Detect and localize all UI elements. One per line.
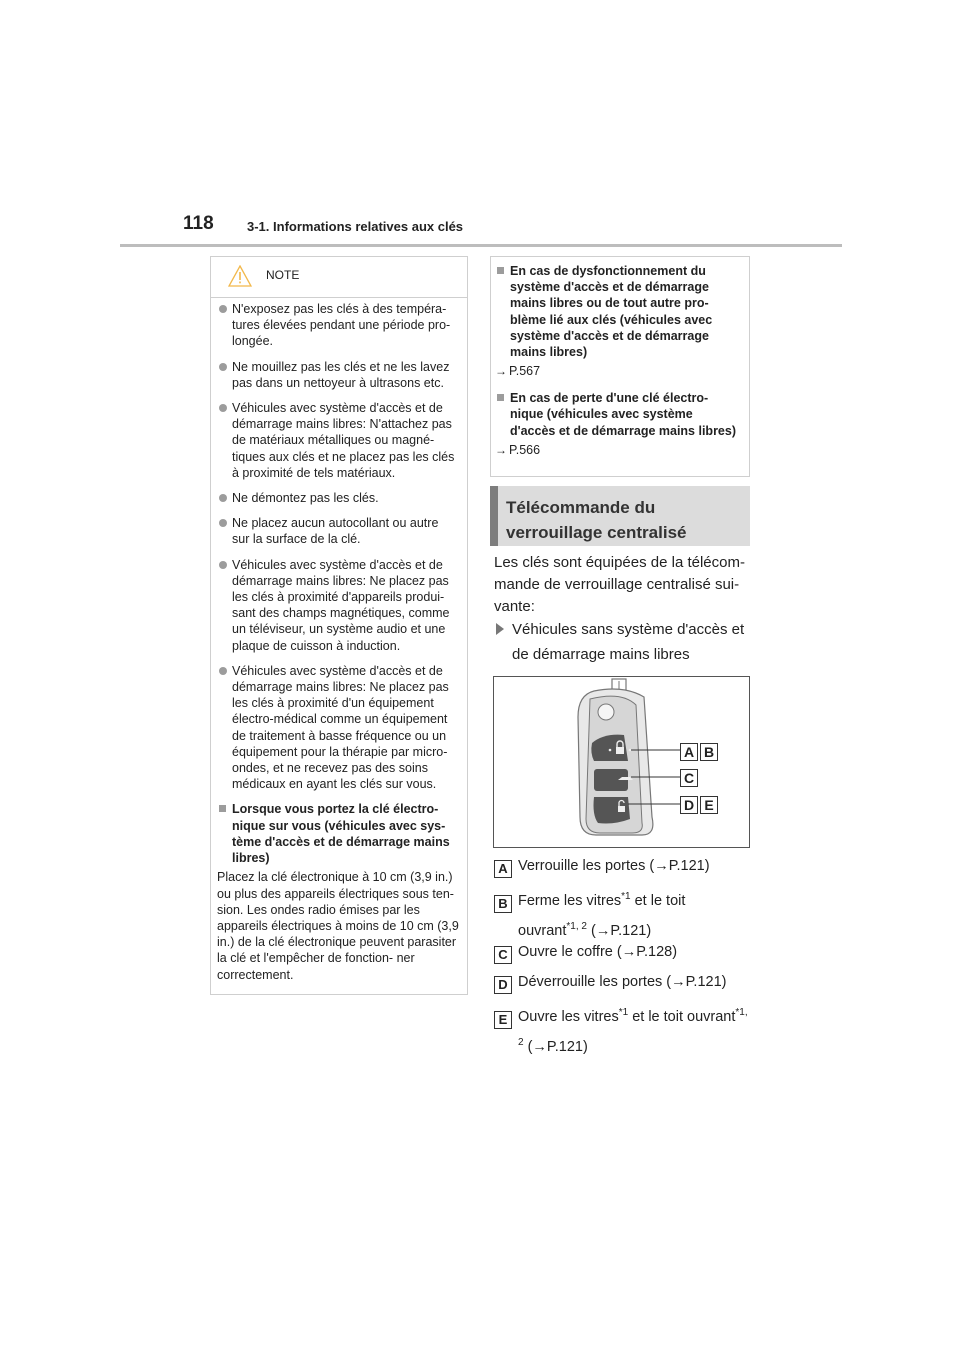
arrow-icon: → (495, 442, 507, 457)
page-reference[interactable]: → P.567 (495, 364, 541, 379)
note-bullet: Ne placez aucun autocollant ou autre sur la surface de la clé. (217, 515, 459, 547)
note-bullet: Ne démontez pas les clés. (217, 490, 459, 506)
note-box (210, 256, 468, 995)
arrow-icon: → (495, 364, 507, 379)
bullet-dot-icon (219, 404, 227, 412)
bullet-dot-icon (219, 561, 227, 569)
legend-item-b: B Ferme les vitres$^{*1}$ et le toit ouvrant$^{*1, 2}$ (→P.121) (494, 884, 756, 944)
note-subheading: Lorsque vous portez la clé électro- nique sur vous (véhicules avec sys- tème d'accès et de démarrage mains libres) (217, 801, 459, 866)
key-figure (493, 676, 750, 848)
remote-key-icon (494, 677, 749, 847)
note-bullet: N'exposez pas les clés à des tempéra- tures élevées pendant une période pro- longée. (217, 301, 459, 350)
callout-d: D (680, 796, 698, 814)
callout-e: E (700, 796, 718, 814)
note-bullet: Véhicules avec système d'accès et de démarrage mains libres: N'attachez pas de matériaux métalliques ou magné- tiques aux clés et ne placez pas les clés à proximité de tels matériaux. (217, 400, 459, 481)
intro-paragraph: Les clés sont équipées de la télécom- mande de verrouillage centralisé sui- vante: (494, 554, 745, 615)
legend-item-e: E Ouvre les vitres$^{*1}$ et le toit ouvrant$^{*1,}$ $^2$ (→P.121) (494, 1000, 756, 1060)
callout-a: A (680, 743, 698, 761)
note-paragraph: Placez la clé électronique à 10 cm (3,9 in.) ou plus des appareils électriques sous ten- sion. Les ondes radio émises par les appareils électriques à moins de 10 cm (3,9 in.) de la clé électronique peuvent parasiter la clé et l'empêcher de fonction- ner correctement. (217, 870, 459, 982)
variant-line: Véhicules sans système d'accès et de démarrage mains libres (494, 617, 756, 667)
page-reference[interactable]: P.121 (546, 1038, 583, 1055)
note-label: NOTE (266, 268, 300, 282)
bullet-dot-icon (219, 363, 227, 371)
legend-item-a: A Verrouille les portes (→P.121) (494, 854, 756, 879)
note-bullet: Véhicules avec système d'accès et de démarrage mains libres: Ne placez pas les clés à proximité d'appareils produi- sant des champs magnétiques, comme un téléviseur, un système audio et une plaque de cuisson à induction. (217, 557, 459, 654)
page-reference[interactable]: → P.566 (495, 442, 541, 457)
section-banner: Télécommande du verrouillage centralisé (490, 486, 750, 546)
bullet-dot-icon (219, 494, 227, 502)
page-reference[interactable]: P.128 (636, 944, 673, 960)
header-rule (120, 244, 842, 247)
callout-c: C (680, 769, 698, 787)
warning-icon (228, 265, 252, 287)
info-heading: En cas de dysfonctionnement du système d'accès et de démarrage mains libres ou de tout autre pro- blème lié aux clés (véhicules avec système d'accès et de démarrage mains libres) (495, 263, 741, 360)
bullet-square-icon (497, 394, 504, 401)
bullet-square-icon (497, 267, 504, 274)
section-title: 3-1. Informations relatives aux clés (247, 219, 464, 234)
bullet-dot-icon (219, 667, 227, 675)
legend-item-d: D Déverrouille les portes (→P.121) (494, 970, 756, 995)
page-reference[interactable]: P.121 (685, 974, 722, 990)
page-reference[interactable]: P.121 (668, 858, 705, 874)
bullet-square-icon (219, 805, 226, 812)
legend-item-c: C Ouvre le coffre (→P.128) (494, 940, 756, 965)
info-box (490, 256, 750, 477)
callout-b: B (700, 743, 718, 761)
bullet-dot-icon (219, 519, 227, 527)
note-bullet: Ne mouillez pas les clés et ne les lavez pas dans un nettoyeur à ultrasons etc. (217, 359, 459, 391)
note-body (211, 298, 467, 983)
bullet-dot-icon (219, 305, 227, 313)
page-number: 118 (183, 213, 214, 234)
triangle-bullet-icon (496, 623, 504, 635)
page-reference[interactable]: P.121 (610, 922, 647, 939)
note-header (211, 257, 467, 298)
info-heading: En cas de perte d'une clé électro- nique (véhicules avec système d'accès et de démarrage mains libres) (495, 390, 741, 439)
note-bullet: Véhicules avec système d'accès et de démarrage mains libres: Ne placez pas les clés à proximité d'un équipement électro-médical comme un équipement de traitement à basse fréquence ou un équipement pour la thérapie par micro-ondes, et ne recevez pas des soins médicaux en ayant les clés sur vous. (217, 663, 459, 793)
